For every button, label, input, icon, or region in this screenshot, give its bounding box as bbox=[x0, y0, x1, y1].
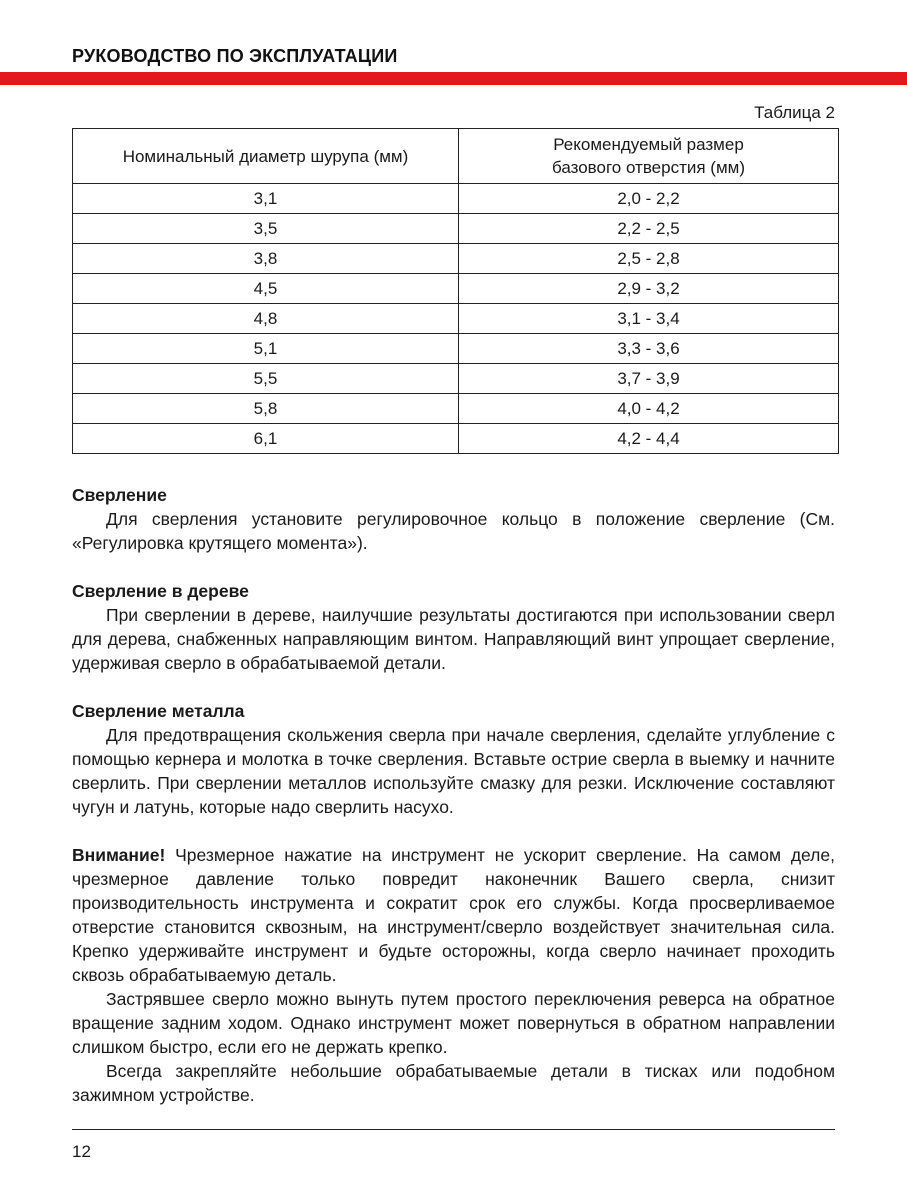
section-paragraph: При сверлении в дереве, наилучшие результаты достигаются при использовании сверл для дерева, снабженных направляющим винтом. Направляющий винт упрощает сверление, удерживая сверло в обрабатываемой детали. bbox=[72, 605, 835, 673]
table-row bbox=[73, 304, 839, 334]
table-cell: 3,3 - 3,6 bbox=[459, 334, 839, 364]
table-row bbox=[73, 364, 839, 394]
warning-text: Чрезмерное нажатие на инструмент не ускорит сверление. На самом деле, чрезмерное давление только повредит наконечник Вашего сверла, снизит производительность инструмента и сократит срок его службы. Когда просверливаемое отверстие становится сквозным, на инструмент/сверло воздействует значительная сила. Крепко удерживайте инструмент и будьте осторожны, когда сверло начинает проходить сквозь обрабатываемую деталь. bbox=[72, 845, 835, 985]
table-header-row bbox=[73, 129, 839, 184]
table-cell: 3,5 bbox=[73, 214, 459, 244]
warning-followup-paragraph: Всегда закрепляйте небольшие обрабатываемые детали в тисках или подобном зажимном устройстве. bbox=[72, 1061, 835, 1105]
table-cell: 4,5 bbox=[73, 274, 459, 304]
table-cell: 6,1 bbox=[73, 424, 459, 454]
section-drilling-metal bbox=[72, 699, 835, 819]
table-cell: 4,8 bbox=[73, 304, 459, 334]
page-number: 12 bbox=[72, 1142, 91, 1161]
section-heading: Сверление в дереве bbox=[72, 581, 249, 601]
table-cell: 5,5 bbox=[73, 364, 459, 394]
warning-paragraph bbox=[72, 843, 835, 987]
manual-body-text bbox=[72, 483, 835, 1107]
table-caption: Таблица 2 bbox=[754, 103, 835, 122]
table-header-cell bbox=[459, 129, 839, 184]
table-cell: 2,0 - 2,2 bbox=[459, 184, 839, 214]
table-row bbox=[73, 334, 839, 364]
page-header-title: РУКОВОДСТВО ПО ЭКСПЛУАТАЦИИ bbox=[72, 46, 398, 66]
table-cell: 4,2 - 4,4 bbox=[459, 424, 839, 454]
table-cell: 2,9 - 3,2 bbox=[459, 274, 839, 304]
table-row bbox=[73, 244, 839, 274]
warning-block bbox=[72, 843, 835, 1107]
table-cell: 3,1 - 3,4 bbox=[459, 304, 839, 334]
table-cell: 5,8 bbox=[73, 394, 459, 424]
section-paragraph: Для предотвращения скольжения сверла при начале сверления, сделайте углубление с помощью кернера и молотка в точке сверления. Вставьте острие сверла в выемку и начните сверлить. При сверлении металлов используйте смазку для резки. Исключение составляют чугун и латунь, которые надо сверлить насухо. bbox=[72, 725, 835, 817]
section-drilling-wood bbox=[72, 579, 835, 675]
table-row bbox=[73, 424, 839, 454]
section-heading: Сверление bbox=[72, 485, 167, 505]
section-paragraph: Для сверления установите регулировочное кольцо в положение сверление (См. «Регулировка крутящего момента»). bbox=[72, 509, 835, 553]
warning-followup-paragraph: Застрявшее сверло можно вынуть путем простого переключения реверса на обратное вращение задним ходом. Однако инструмент может повернуться в обратном направлении слишком быстро, если его не держать крепко. bbox=[72, 989, 835, 1057]
header-accent-bar bbox=[0, 72, 907, 85]
table-header-cell: Номинальный диаметр шурупа (мм) bbox=[73, 129, 459, 184]
table-cell: 3,1 bbox=[73, 184, 459, 214]
table-cell: 4,0 - 4,2 bbox=[459, 394, 839, 424]
warning-label: Внимание! bbox=[72, 845, 166, 865]
table-row bbox=[73, 394, 839, 424]
drill-size-table bbox=[72, 128, 839, 454]
section-drilling bbox=[72, 483, 835, 555]
table-cell: 2,2 - 2,5 bbox=[459, 214, 839, 244]
footer-divider bbox=[72, 1129, 835, 1130]
table-header-text: Рекомендуемый размер базового отверстия (мм) bbox=[552, 135, 745, 177]
table-row bbox=[73, 184, 839, 214]
table-row bbox=[73, 274, 839, 304]
table-cell: 3,7 - 3,9 bbox=[459, 364, 839, 394]
table-row bbox=[73, 214, 839, 244]
table-cell: 2,5 - 2,8 bbox=[459, 244, 839, 274]
table-cell: 5,1 bbox=[73, 334, 459, 364]
section-heading: Сверление металла bbox=[72, 701, 245, 721]
table-cell: 3,8 bbox=[73, 244, 459, 274]
